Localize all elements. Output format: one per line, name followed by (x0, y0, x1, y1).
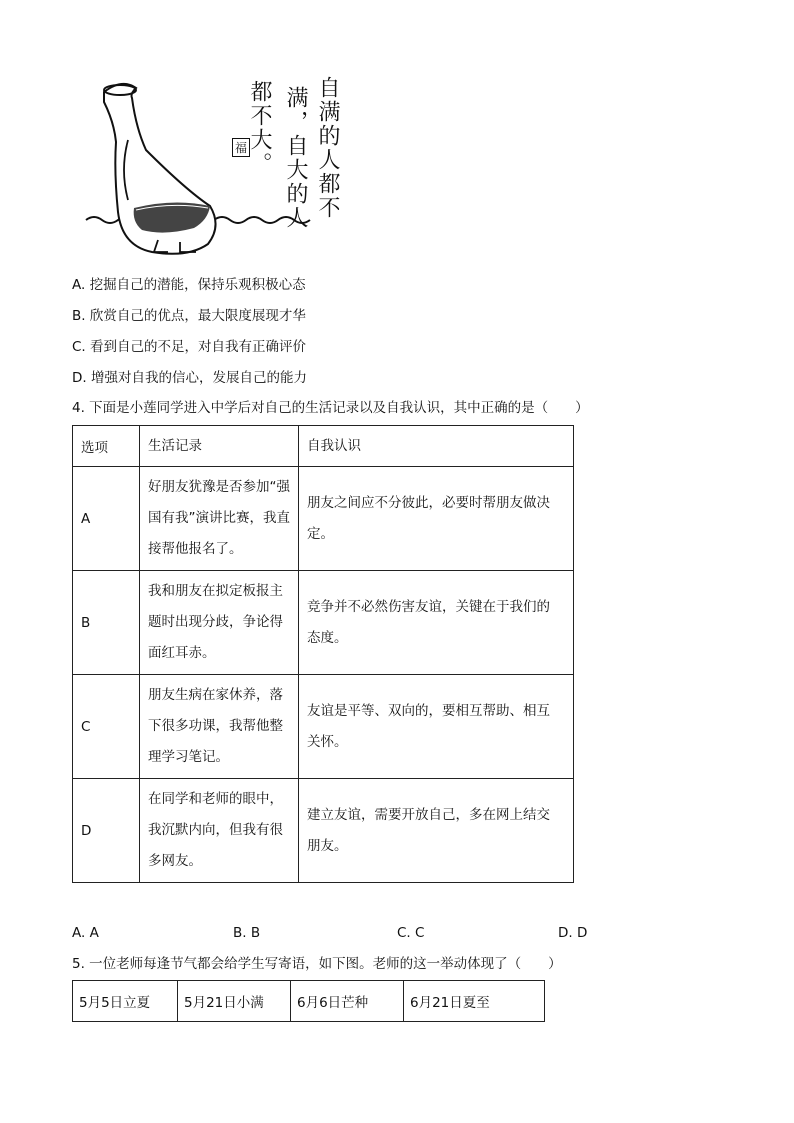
record-line: 在同学和老师的眼中， (148, 791, 283, 807)
table-row (73, 467, 574, 571)
solar-term-cell: 5月21日小满 (178, 981, 291, 1022)
record-line: 好朋友犹豫是否参加“强 (148, 479, 290, 495)
seal-stamp: 福 (232, 138, 250, 157)
record-line: 题时出现分歧，争论得 (148, 614, 283, 630)
record-line: 接帮他报名了。 (148, 541, 243, 557)
cognition-line: 友谊是平等、双向的，要相互帮助、相互 (307, 702, 550, 719)
row-record (140, 675, 299, 779)
solar-term-cell: 5月5日立夏 (73, 981, 178, 1022)
solar-term-cell: 6月21日夏至 (404, 981, 545, 1022)
cognition-line: 朋友之间应不分彼此，必要时帮朋友做决 (307, 494, 550, 511)
row-record (140, 571, 299, 675)
q3-option-c: C. 看到自己的不足，对自我有正确评价 (72, 339, 307, 355)
row-option: A (73, 467, 140, 571)
row-record (140, 779, 299, 883)
calligraphy-col-3: 都不大。 (247, 80, 272, 176)
record-line: 我沉默内向，但我有很 (148, 822, 283, 838)
table-header-row (73, 426, 574, 467)
record-line: 理学习笔记。 (148, 749, 229, 765)
cognition-line: 定。 (307, 525, 334, 542)
q5-table (72, 980, 545, 1022)
record-line: 下很多功课，我帮他整 (148, 718, 283, 734)
row-record (140, 467, 299, 571)
row-option: C (73, 675, 140, 779)
cognition-line: 朋友。 (307, 837, 348, 854)
q4-answer-d: D. D (558, 925, 588, 941)
cognition-line: 竞争并不必然伤害友谊，关键在于我们的 (307, 598, 550, 615)
table-row (73, 571, 574, 675)
q4-answer-c: C. C (397, 925, 425, 941)
q3-option-a: A. 挖掘自己的潜能，保持乐观积极心态 (72, 277, 306, 293)
row-cognition (299, 571, 574, 675)
q4-answer-a: A. A (72, 925, 99, 941)
solar-term-cell: 6月6日芒种 (291, 981, 404, 1022)
q3-option-b: B. 欣赏自己的优点，最大限度展现才华 (72, 308, 306, 324)
q4-stem: 4. 下面是小莲同学进入中学后对自己的生活记录以及自我认识，其中正确的是（ ） (72, 400, 589, 416)
header-option: 选项 (73, 426, 140, 467)
row-cognition (299, 467, 574, 571)
cognition-line: 建立友谊，需要开放自己，多在网上结交 (307, 806, 550, 823)
record-line: 面红耳赤。 (148, 645, 216, 661)
table-row (73, 779, 574, 883)
calligraphy-col-2: 满，自大的人 (283, 86, 308, 230)
row-cognition (299, 779, 574, 883)
cognition-line: 态度。 (307, 629, 348, 646)
q4-table (72, 425, 574, 883)
q5-stem: 5. 一位老师每逢节气都会给学生写寄语，如下图。老师的这一举动体现了（ ） (72, 956, 562, 972)
q4-answer-b: B. B (233, 925, 261, 941)
record-line: 国有我”演讲比赛，我直 (148, 510, 290, 526)
q3-option-d: D. 增强对自我的信心，发展自己的能力 (72, 370, 307, 386)
record-line: 我和朋友在拟定板报主 (148, 583, 283, 599)
record-line: 多网友。 (148, 853, 202, 869)
cartoon-illustration (84, 70, 364, 260)
header-cognition: 自我认识 (299, 426, 574, 467)
record-line: 朋友生病在家休养，落 (148, 687, 283, 703)
row-cognition (299, 675, 574, 779)
header-record: 生活记录 (140, 426, 299, 467)
calligraphy-col-1: 自满的人都不 (315, 76, 340, 220)
row-option: B (73, 571, 140, 675)
table-row (73, 981, 545, 1022)
row-option: D (73, 779, 140, 883)
cognition-line: 关怀。 (307, 733, 348, 750)
table-row (73, 675, 574, 779)
